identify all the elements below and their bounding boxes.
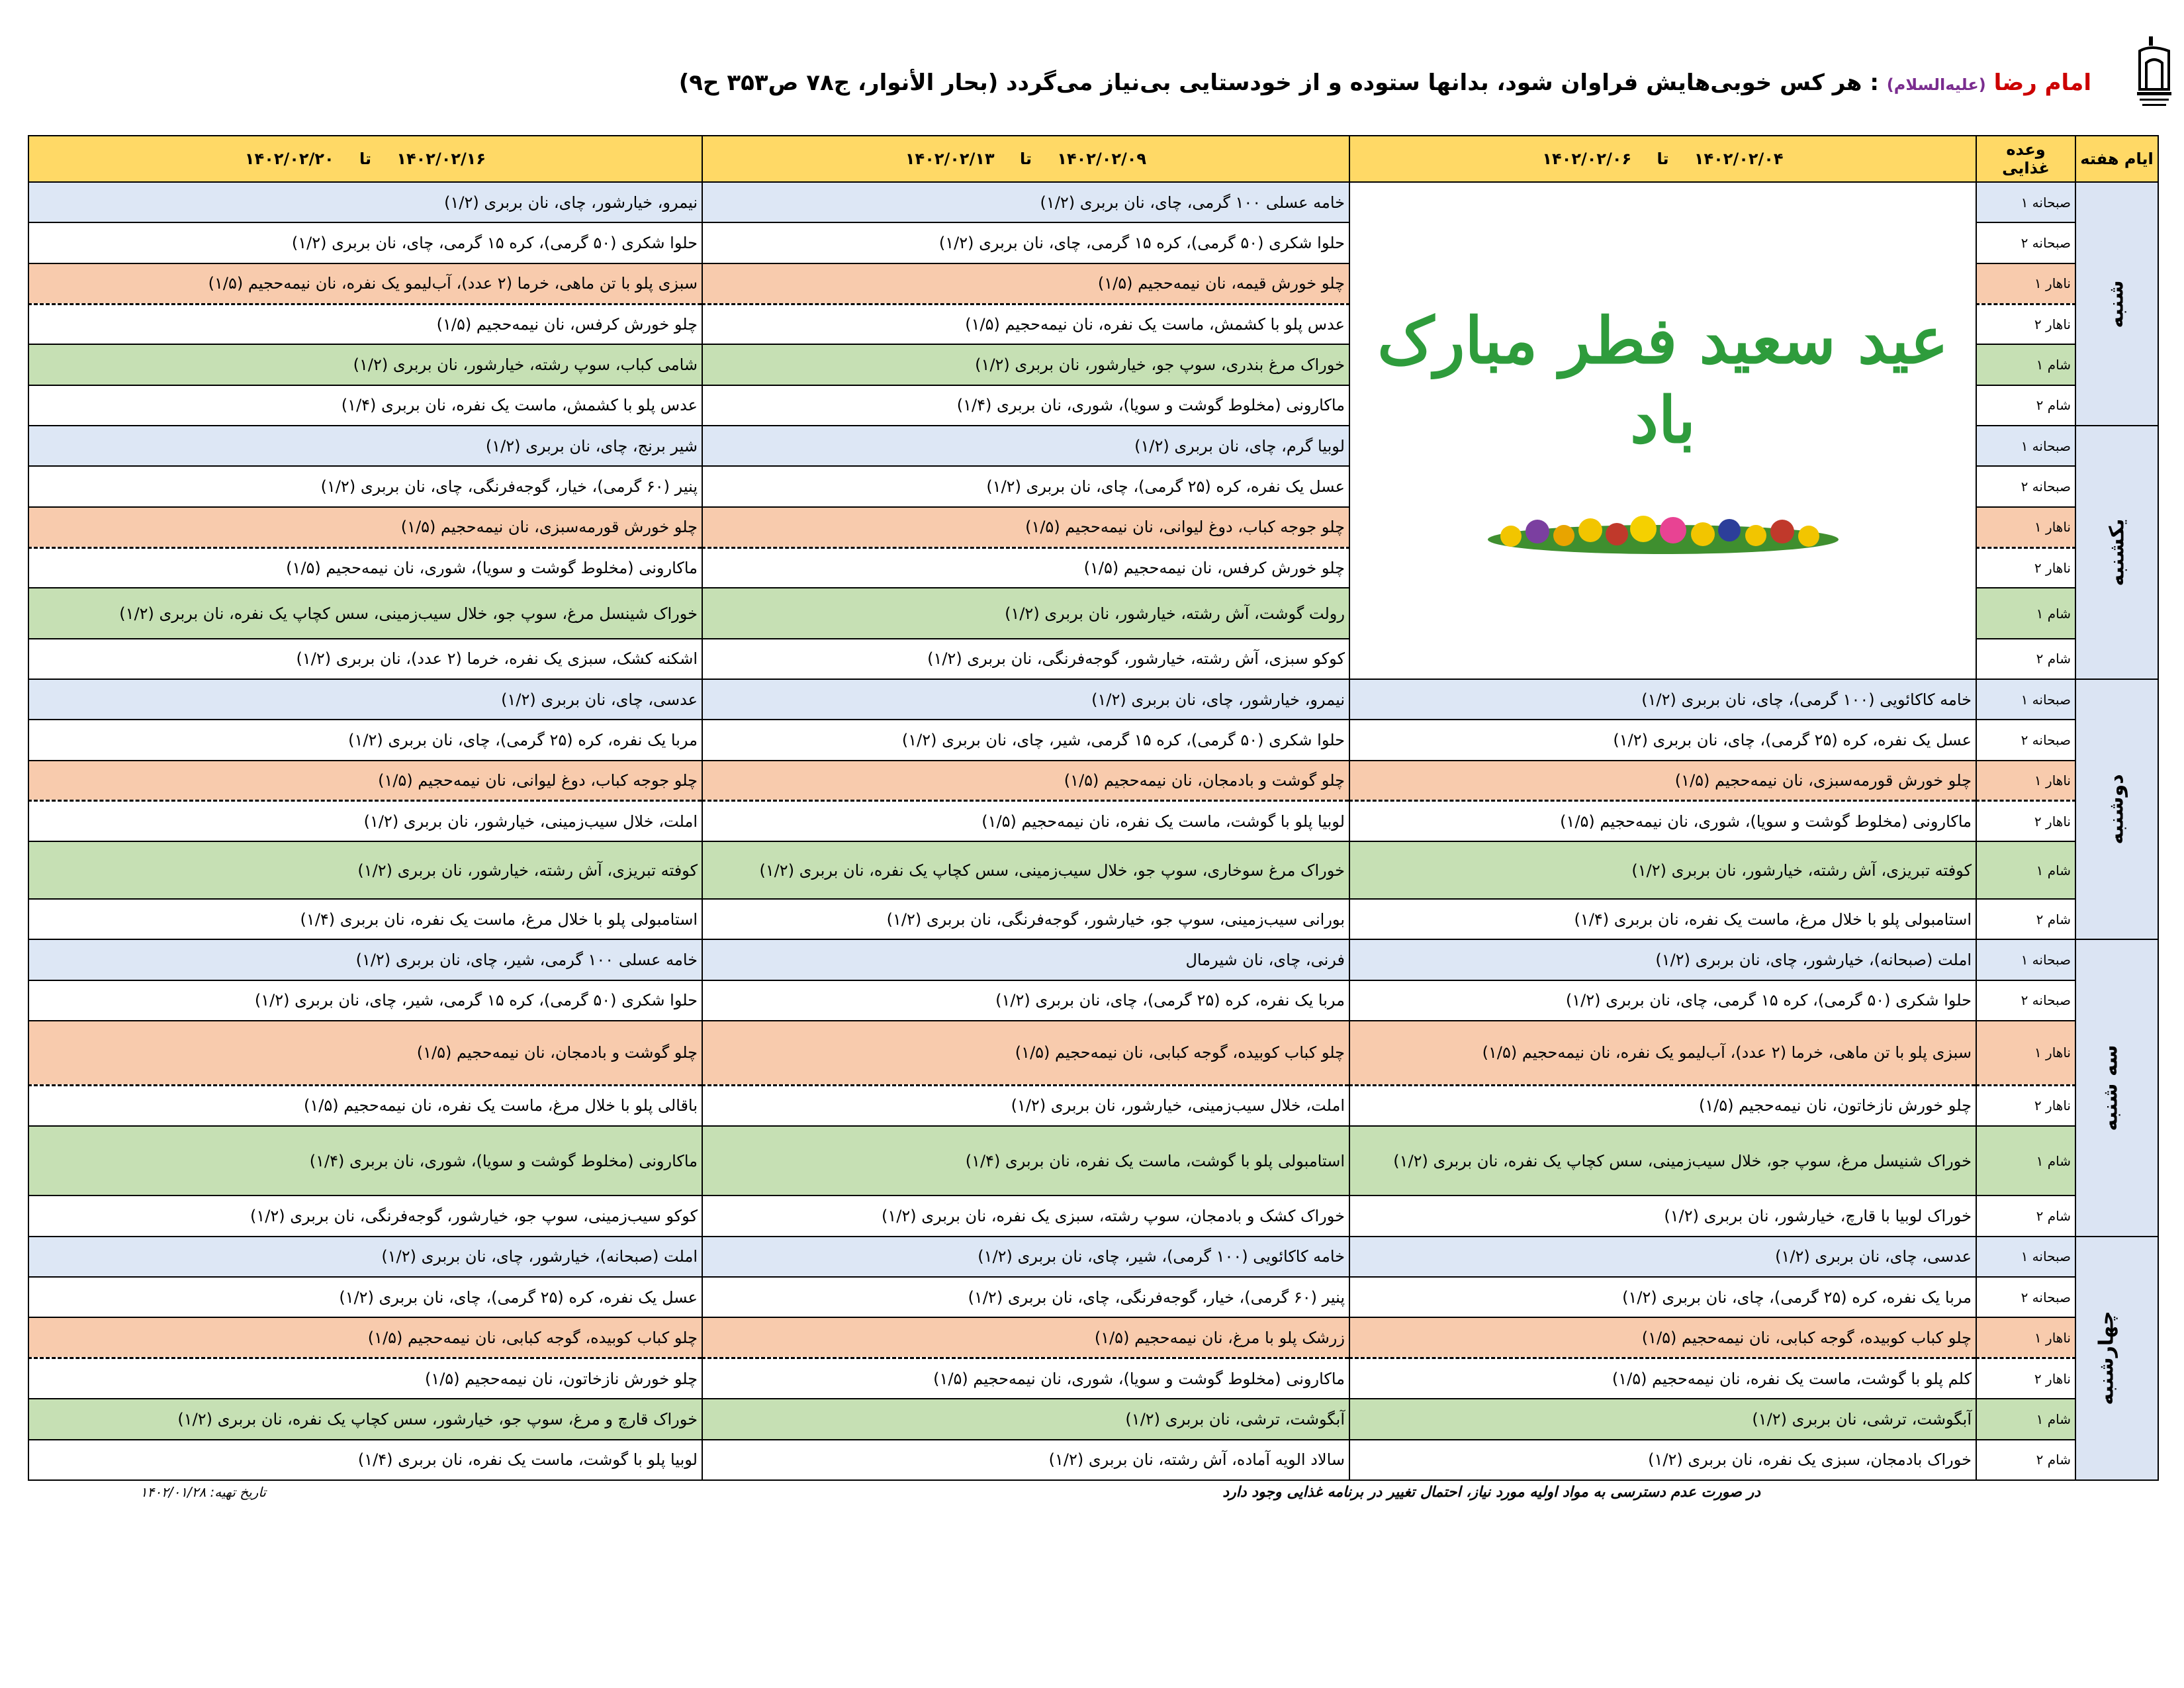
- table-row: [28, 679, 2158, 720]
- meal-cell: کوفته تبریزی، آش رشته، خیارشور، نان بربری (۱/۲): [28, 841, 702, 899]
- meal-label: ناهار ۱: [1976, 1317, 2075, 1358]
- meal-cell: ماکارونی (مخلوط گوشت و سویا)، شوری، نان نیمه‌حجیم (۱/۵): [702, 1358, 1349, 1399]
- table-row: [28, 1358, 2158, 1399]
- table-row: [28, 980, 2158, 1021]
- table-row: [28, 1237, 2158, 1277]
- meal-cell: کوکو سبزی، آش رشته، خیارشور، گوجه‌فرنگی، نان بربری (۱/۲): [702, 639, 1349, 679]
- meal-cell: پنیر (۶۰ گرمی)، خیار، گوجه‌فرنگی، چای، نان بربری (۱/۲): [702, 1277, 1349, 1317]
- table-row: [28, 939, 2158, 980]
- quote-author: امام رضا: [1993, 70, 2091, 96]
- meal-cell: چلو خورش نازخاتون، نان نیمه‌حجیم (۱/۵): [28, 1358, 702, 1399]
- meal-label: شام ۲: [1976, 385, 2075, 426]
- meal-cell: خامه عسلی ۱۰۰ گرمی، شیر، چای، نان بربری (۱/۲): [28, 939, 702, 980]
- meal-cell: نیمرو، خیارشور، چای، نان بربری (۱/۲): [702, 679, 1349, 720]
- table-row: [28, 1021, 2158, 1085]
- meal-cell: ماکارونی (مخلوط گوشت و سویا)، شوری، نان بربری (۱/۴): [702, 385, 1349, 426]
- meal-cell: ماکارونی (مخلوط گوشت و سویا)، شوری، نان بربری (۱/۴): [28, 1126, 702, 1196]
- day-label: چهارشنبه: [2075, 1237, 2158, 1480]
- meal-cell: شیر برنج، چای، نان بربری (۱/۲): [28, 426, 702, 466]
- meal-label: صبحانه ۱: [1976, 182, 2075, 222]
- meal-label: شام ۲: [1976, 1196, 2075, 1236]
- meal-schedule-table: [28, 135, 2159, 1481]
- meal-cell: عدسی، چای، نان بربری (۱/۲): [1349, 1237, 1976, 1277]
- table-row: [28, 1277, 2158, 1317]
- meal-cell: چلو خورش قورمه‌سبزی، نان نیمه‌حجیم (۱/۵): [1349, 761, 1976, 801]
- meal-cell: چلو خورش قیمه، نان نیمه‌حجیم (۱/۵): [702, 263, 1349, 304]
- meal-cell: چلو جوجه کباب، دوغ لیوانی، نان نیمه‌حجیم (۱/۵): [702, 507, 1349, 547]
- quote-salute: (عليه‌السلام): [1886, 75, 1986, 94]
- meal-cell: چلو کباب کوبیده، گوجه کبابی، نان نیمه‌حجیم (۱/۵): [28, 1317, 702, 1358]
- university-logo: [2134, 36, 2174, 113]
- meal-cell: نیمرو، خیارشور، چای، نان بربری (۱/۲): [28, 182, 702, 222]
- meal-cell: خوراک شینسل مرغ، سوپ جو، خلال سیب‌زمینی، سس کچاپ یک نفره، نان بربری (۱/۲): [28, 588, 702, 638]
- meal-cell: آبگوشت، ترشی، نان بربری (۱/۲): [1349, 1399, 1976, 1439]
- table-row: [28, 1440, 2158, 1480]
- table-row: [28, 720, 2158, 760]
- meal-cell: کلم پلو با گوشت، ماست یک نفره، نان نیمه‌حجیم (۱/۵): [1349, 1358, 1976, 1399]
- meal-cell: عسل یک نفره، کره (۲۵ گرمی)، چای، نان بربری (۱/۲): [1349, 720, 1976, 760]
- meal-cell: اشکنه کشک، سبزی یک نفره، خرما (۲ عدد)، نان بربری (۱/۲): [28, 639, 702, 679]
- meal-label: شام ۲: [1976, 899, 2075, 939]
- table-row: [28, 841, 2158, 899]
- meal-cell: زرشک پلو با مرغ، نان نیمه‌حجیم (۱/۵): [702, 1317, 1349, 1358]
- flower-garland-icon: [1484, 506, 1842, 559]
- meal-label: شام ۱: [1976, 841, 2075, 899]
- meal-label: صبحانه ۱: [1976, 679, 2075, 720]
- meal-cell: خوراک بادمجان، سبزی یک نفره، نان بربری (۱/۲): [1349, 1440, 1976, 1480]
- meal-cell: چلو خورش کرفس، نان نیمه‌حجیم (۱/۵): [28, 304, 702, 344]
- meal-label: شام ۱: [1976, 1399, 2075, 1439]
- meal-cell: چلو خورش کرفس، نان نیمه‌حجیم (۱/۵): [702, 547, 1349, 588]
- meal-cell: حلوا شکری (۵۰ گرمی)، کره ۱۵ گرمی، چای، نان بربری (۱/۲): [1349, 980, 1976, 1021]
- meal-label: ناهار ۲: [1976, 801, 2075, 841]
- meal-cell: کوکو سیب‌زمینی، سوپ جو، خیارشور، گوجه‌فرنگی، نان بربری (۱/۲): [28, 1196, 702, 1236]
- meal-cell: خوراک کشک و بادمجان، سوپ رشته، سبزی یک نفره، نان بربری (۱/۲): [702, 1196, 1349, 1236]
- meal-label: ناهار ۱: [1976, 761, 2075, 801]
- meal-cell: رولت گوشت، آش رشته، خیارشور، نان بربری (۱/۲): [702, 588, 1349, 638]
- day-label: یکشنبه: [2075, 426, 2158, 679]
- day-label: دوشنبه: [2075, 679, 2158, 939]
- meal-label: صبحانه ۲: [1976, 222, 2075, 263]
- greeting-line-2: باد: [1630, 383, 1696, 458]
- header-days: ایام هفته: [2075, 136, 2158, 182]
- meal-cell: خامه کاکائویی (۱۰۰ گرمی)، چای، نان بربری (۱/۲): [1349, 679, 1976, 720]
- meal-cell: بورانی سیب‌زمینی، سوپ جو، خیارشور، گوجه‌فرنگی، نان بربری (۱/۲): [702, 899, 1349, 939]
- table-row: [28, 761, 2158, 801]
- header-week-3: ۱۴۰۲/۰۲/۱۶ تا ۱۴۰۲/۰۲/۲۰: [28, 136, 702, 182]
- meal-cell: کوفته تبریزی، آش رشته، خیارشور، نان بربری (۱/۲): [1349, 841, 1976, 899]
- quote-text: : هر کس خوبی‌هایش فراوان شود، بدانها ستوده و از خودستایی بی‌نیاز می‌گردد (بحار الأنوار، ج۷۸ ص۳۵۳ ح۹): [678, 70, 1879, 96]
- meal-cell: چلو گوشت و بادمجان، نان نیمه‌حجیم (۱/۵): [28, 1021, 702, 1085]
- meal-cell: مربا یک نفره، کره (۲۵ گرمی)، چای، نان بربری (۱/۲): [28, 720, 702, 760]
- meal-cell: املت (صبحانه)، خیارشور، چای، نان بربری (۱/۲): [28, 1237, 702, 1277]
- meal-label: صبحانه ۱: [1976, 939, 2075, 980]
- table-row: [28, 801, 2158, 841]
- meal-cell: عسل یک نفره، کره (۲۵ گرمی)، چای، نان بربری (۱/۲): [702, 466, 1349, 506]
- meal-cell: ماکارونی (مخلوط گوشت و سویا)، شوری، نان نیمه‌حجیم (۱/۵): [1349, 801, 1976, 841]
- meal-cell: مربا یک نفره، کره (۲۵ گرمی)، چای، نان بربری (۱/۲): [702, 980, 1349, 1021]
- day-label: شنبه: [2075, 182, 2158, 426]
- meal-cell: خوراک مرغ سوخاری، سوپ جو، خلال سیب‌زمینی، سس کچاپ یک نفره، نان بربری (۱/۲): [702, 841, 1349, 899]
- table-row: [28, 1196, 2158, 1236]
- meal-cell: خامه عسلی ۱۰۰ گرمی، چای، نان بربری (۱/۲): [702, 182, 1349, 222]
- meal-label: شام ۱: [1976, 588, 2075, 638]
- meal-cell: استامبولی پلو با خلال مرغ، ماست یک نفره، نان بربری (۱/۴): [1349, 899, 1976, 939]
- meal-cell: سالاد الویه آماده، آش رشته، نان بربری (۱/۲): [702, 1440, 1349, 1480]
- meal-cell: حلوا شکری (۵۰ گرمی)، کره ۱۵ گرمی، چای، نان بربری (۱/۲): [28, 222, 702, 263]
- meal-cell: خوراک مرغ بندری، سوپ جو، خیارشور، نان بربری (۱/۲): [702, 344, 1349, 385]
- meal-cell: لوبیا پلو با گوشت، ماست یک نفره، نان نیمه‌حجیم (۱/۵): [702, 801, 1349, 841]
- meal-cell: عدس پلو با کشمش، ماست یک نفره، نان بربری (۱/۴): [28, 385, 702, 426]
- meal-cell: لوبیا پلو با گوشت، ماست یک نفره، نان بربری (۱/۴): [28, 1440, 702, 1480]
- table-row: [28, 1317, 2158, 1358]
- meal-cell: خوراک شنیسل مرغ، سوپ جو، خلال سیب‌زمینی، سس کچاپ یک نفره، نان بربری (۱/۲): [1349, 1126, 1976, 1196]
- table-header-row: [28, 136, 2158, 182]
- meal-cell: حلوا شکری (۵۰ گرمی)، کره ۱۵ گرمی، چای، نان بربری (۱/۲): [702, 222, 1349, 263]
- meal-cell: استامبولی پلو با خلال مرغ، ماست یک نفره، نان بربری (۱/۴): [28, 899, 702, 939]
- meal-cell: چلو کباب کوبیده، گوجه کبابی، نان نیمه‌حجیم (۱/۵): [702, 1021, 1349, 1085]
- meal-label: شام ۱: [1976, 344, 2075, 385]
- meal-label: شام ۱: [1976, 1126, 2075, 1196]
- meal-cell: چلو جوجه کباب، دوغ لیوانی، نان نیمه‌حجیم (۱/۵): [28, 761, 702, 801]
- meal-cell: سبزی پلو با تن ماهی، خرما (۲ عدد)، آب‌لیمو یک نفره، نان نیمه‌حجیم (۱/۵): [1349, 1021, 1976, 1085]
- meal-cell: چلو کباب کوبیده، گوجه کبابی، نان نیمه‌حجیم (۱/۵): [1349, 1317, 1976, 1358]
- meal-cell: آبگوشت، ترشی، نان بربری (۱/۲): [702, 1399, 1349, 1439]
- table-row: [28, 182, 2158, 222]
- meal-label: صبحانه ۲: [1976, 466, 2075, 506]
- meal-cell: عسل یک نفره، کره (۲۵ گرمی)، چای، نان بربری (۱/۲): [28, 1277, 702, 1317]
- meal-label: شام ۲: [1976, 639, 2075, 679]
- meal-cell: سبزی پلو با تن ماهی، خرما (۲ عدد)، آب‌لیمو یک نفره، نان نیمه‌حجیم (۱/۵): [28, 263, 702, 304]
- meal-cell: حلوا شکری (۵۰ گرمی)، کره ۱۵ گرمی، شیر، چای، نان بربری (۱/۲): [28, 980, 702, 1021]
- meal-label: صبحانه ۲: [1976, 980, 2075, 1021]
- meal-label: ناهار ۲: [1976, 547, 2075, 588]
- greeting-line-1: عید سعید فطر مبارک: [1377, 303, 1948, 379]
- meal-label: ناهار ۱: [1976, 1021, 2075, 1085]
- meal-label: صبحانه ۲: [1976, 1277, 2075, 1317]
- table-row: [28, 1085, 2158, 1125]
- meal-cell: ماکارونی (مخلوط گوشت و سویا)، شوری، نان نیمه‌حجیم (۱/۵): [28, 547, 702, 588]
- table-row: [28, 1399, 2158, 1439]
- meal-cell: حلوا شکری (۵۰ گرمی)، کره ۱۵ گرمی، شیر، چای، نان بربری (۱/۲): [702, 720, 1349, 760]
- eid-greeting: [1349, 182, 1976, 679]
- table-row: [28, 899, 2158, 939]
- meal-label: ناهار ۱: [1976, 507, 2075, 547]
- meal-label: ناهار ۲: [1976, 1358, 2075, 1399]
- meal-cell: چلو گوشت و بادمجان، نان نیمه‌حجیم (۱/۵): [702, 761, 1349, 801]
- meal-cell: باقالی پلو با خلال مرغ، ماست یک نفره، نان نیمه‌حجیم (۱/۵): [28, 1085, 702, 1125]
- header-week-2: ۱۴۰۲/۰۲/۰۹ تا ۱۴۰۲/۰۲/۱۳: [702, 136, 1349, 182]
- meal-cell: استامبولی پلو با گوشت، ماست یک نفره، نان بربری (۱/۴): [702, 1126, 1349, 1196]
- meal-label: ناهار ۲: [1976, 304, 2075, 344]
- meal-cell: عدس پلو با کشمش، ماست یک نفره، نان نیمه‌حجیم (۱/۵): [702, 304, 1349, 344]
- meal-cell: عدسی، چای، نان بربری (۱/۲): [28, 679, 702, 720]
- meal-label: صبحانه ۱: [1976, 1237, 2075, 1277]
- meal-cell: املت (صبحانه)، خیارشور، چای، نان بربری (۱/۲): [1349, 939, 1976, 980]
- meal-cell: خوراک قارچ و مرغ، سوپ جو، خیارشور، سس کچاپ یک نفره، نان بربری (۱/۲): [28, 1399, 702, 1439]
- meal-label: ناهار ۱: [1976, 263, 2075, 304]
- header-meal: وعده غذایی: [1976, 136, 2075, 182]
- meal-cell: چلو خورش قورمه‌سبزی، نان نیمه‌حجیم (۱/۵): [28, 507, 702, 547]
- meal-cell: خامه کاکائویی (۱۰۰ گرمی)، شیر، چای، نان بربری (۱/۲): [702, 1237, 1349, 1277]
- meal-cell: فرنی، چای، نان شیرمال: [702, 939, 1349, 980]
- meal-label: صبحانه ۲: [1976, 720, 2075, 760]
- availability-note: در صورت عدم دسترسی به مواد اولیه مورد نیاز، احتمال تغییر در برنامه غذایی وجود دارد: [1222, 1484, 1760, 1501]
- meal-cell: شامی کباب، سوپ رشته، خیارشور، نان بربری (۱/۲): [28, 344, 702, 385]
- issue-date: تاریخ تهیه: ۱۴۰۲/۰۱/۲۸: [140, 1484, 266, 1500]
- table-row: [28, 1126, 2158, 1196]
- header-week-1: ۱۴۰۲/۰۲/۰۴ تا ۱۴۰۲/۰۲/۰۶: [1349, 136, 1976, 182]
- meal-cell: املت، خلال سیب‌زمینی، خیارشور، نان بربری (۱/۲): [702, 1085, 1349, 1125]
- meal-label: ناهار ۲: [1976, 1085, 2075, 1125]
- meal-cell: املت، خلال سیب‌زمینی، خیارشور، نان بربری (۱/۲): [28, 801, 702, 841]
- meal-label: صبحانه ۱: [1976, 426, 2075, 466]
- day-label: سه شنبه: [2075, 939, 2158, 1236]
- meal-cell: چلو خورش نازخاتون، نان نیمه‌حجیم (۱/۵): [1349, 1085, 1976, 1125]
- meal-cell: خوراک لوبیا با قارچ، خیارشور، نان بربری (۱/۲): [1349, 1196, 1976, 1236]
- meal-cell: لوبیا گرم، چای، نان بربری (۱/۲): [702, 426, 1349, 466]
- meal-label: شام ۲: [1976, 1440, 2075, 1480]
- meal-cell: مربا یک نفره، کره (۲۵ گرمی)، چای، نان بربری (۱/۲): [1349, 1277, 1976, 1317]
- meal-cell: پنیر (۶۰ گرمی)، خیار، گوجه‌فرنگی، چای، نان بربری (۱/۲): [28, 466, 702, 506]
- hadith-quote: [132, 60, 2091, 106]
